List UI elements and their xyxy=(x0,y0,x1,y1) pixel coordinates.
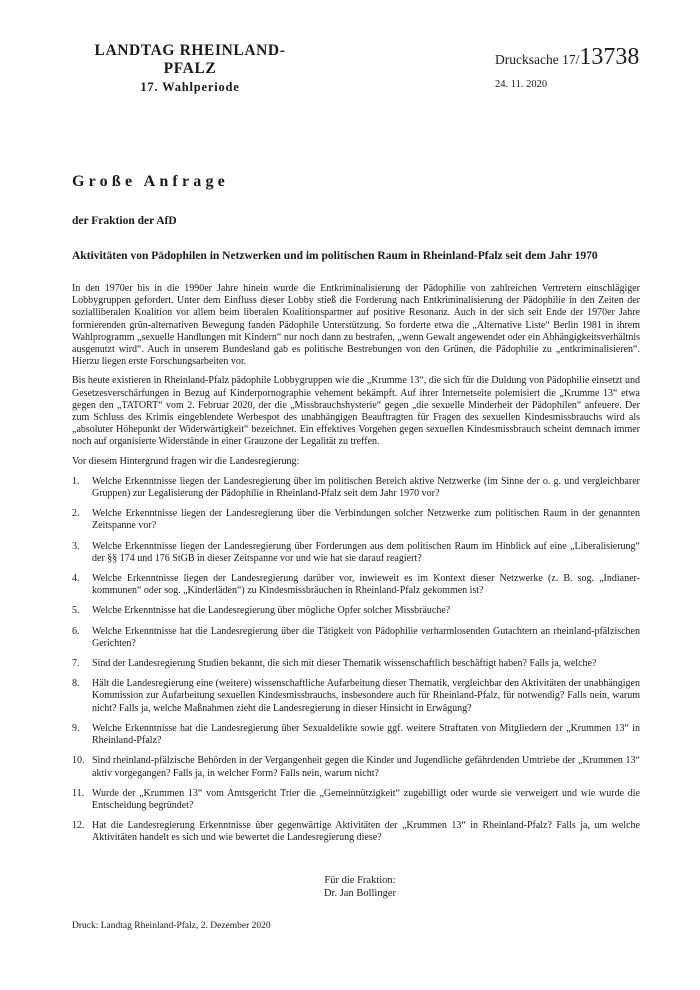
question-text: Welche Erkenntnisse liegen der Landesregierung über Forderungen aus dem politischen Raum im Hinblick auf eine „Liberalisierung“ der §§ 174 und 176 StGB in dieser Zeitspanne vor und wie hat sie darauf reagiert? xyxy=(92,540,640,564)
question-number: 8. xyxy=(72,678,80,690)
question-number: 1. xyxy=(72,475,80,487)
question-item xyxy=(72,508,640,532)
document-body xyxy=(72,283,640,853)
question-item xyxy=(72,723,640,747)
question-number: 6. xyxy=(72,625,80,637)
question-item xyxy=(72,820,640,844)
signature-name: Dr. Jan Bollinger xyxy=(323,888,397,899)
question-number: 10. xyxy=(72,755,85,767)
question-text: Welche Erkenntnisse liegen der Landesregierung über die Verbindungen solcher Netzwerke zum politischen Raum in der genannten Zeitspanne vor? xyxy=(92,508,640,532)
paragraph: Bis heute existieren in Rheinland-Pfalz pädophile Lobbygruppen wie die „Krumme 13“, die sich für die Duldung von Pädophilie einsetzt und Gesetzesverschärfungen in Bezug auf Kinderpornographie vehement bekämpft. Auf ihrer Internetseite polemisiert die „Krumme 13“ etwa gegen den „TATORT“ vom 2. Februar 2020, der die „Missbrauchshysterie“ gegen „die sexuelle Minderheit der Pädophilen“ anfeuere. Der zum Schluss des Krimis eingeblendete Werbespot des unabhängigen Beauftragten für Fragen des sexuellen Kindesmissbrauchs wird als „absoluter Höhepunkt der Widerwärtigkeit“ bezeichnet. Ein effektives Vorgehen gegen sexuellen Kindesmissbrauch scheint demnach immer noch auf organisierte Widerstände in einer Grauzone der Legalität zu treffen. xyxy=(72,375,640,448)
drucksache-block xyxy=(495,44,639,90)
question-item xyxy=(72,678,640,715)
question-item xyxy=(72,476,640,500)
question-number: 4. xyxy=(72,573,80,585)
document-type: Große Anfrage xyxy=(72,173,229,190)
question-number: 5. xyxy=(72,605,80,617)
question-number: 9. xyxy=(72,722,80,734)
question-number: 2. xyxy=(72,508,80,520)
question-text: Hat die Landesregierung Erkenntnisse über gegenwärtige Aktivitäten der „Krummen 13“ in Rheinland-Pfalz? Falls ja, um welche Aktivitäten handelt es sich und wie bewertet die Landesregierung diese? xyxy=(92,820,640,844)
question-item xyxy=(72,573,640,597)
question-text: Sind rheinland-pfälzische Behörden in der Vergangenheit gegen die Kinder und Jugendliche gefährdenden Umtriebe der „Krummen 13“ aktiv vorgegangen? Falls ja, in welcher Form? Falls nein, warum nicht? xyxy=(92,755,640,779)
question-text: Welche Erkenntnisse hat die Landesregierung über mögliche Opfer solcher Missbräuche? xyxy=(92,605,451,617)
question-number: 12. xyxy=(72,820,85,832)
question-number: 3. xyxy=(72,540,80,552)
drucksache-label: Drucksache 17/ xyxy=(495,52,580,67)
subject-heading: Aktivitäten von Pädophilen in Netzwerken und im politischen Raum in Rheinland-Pfalz seit dem Jahr 1970 xyxy=(72,250,598,262)
question-item xyxy=(72,541,640,565)
question-intro: Vor diesem Hintergrund fragen wir die Landesregierung: xyxy=(72,455,300,467)
question-number: 7. xyxy=(72,658,80,670)
question-text: Sind der Landesregierung Studien bekannt, die sich mit dieser Thematik wissenschaftlich beschäftigt haben? Falls ja, welche? xyxy=(92,658,597,670)
question-text: Hält die Landesregierung eine (weitere) wissenschaftliche Aufarbeitung dieser Thematik, vergleichbar den Aktivitäten der unabhängigen Kommission zur Aufarbeitung sexuellen Kindesmissbrauchs, insbesondere auch für Rheinland-Pfalz, für notwendig? Falls nein, warum nicht? Falls ja, welche Maßnahmen zieht die Landesregierung in dieser Hinsicht in Erwägung? xyxy=(92,678,640,714)
drucksache-line xyxy=(495,44,639,73)
parliament-name: LANDTAG RHEINLAND-PFALZ xyxy=(94,42,286,77)
question-item xyxy=(72,658,640,670)
question-item xyxy=(72,626,640,650)
faction: der Fraktion der AfD xyxy=(72,215,177,227)
question-text: Welche Erkenntnisse liegen der Landesregierung über im politischen Bereich aktive Netzwerke (im Sinne der o. g. und vergleichbarer Gruppen) zur Legalisierung der Pädophilie in Rheinland-Pfalz seit dem Jahr 1970 vor? xyxy=(92,475,640,500)
question-number: 11. xyxy=(72,787,85,799)
print-footer: Druck: Landtag Rheinland-Pfalz, 2. Dezember 2020 xyxy=(72,921,271,931)
document-date: 24. 11. 2020 xyxy=(495,79,548,90)
signature-block xyxy=(310,874,410,900)
question-item xyxy=(72,788,640,812)
masthead xyxy=(70,42,310,95)
question-item xyxy=(72,755,640,779)
drucksache-number: 13738 xyxy=(579,44,640,70)
paragraph: In den 1970er bis in die 1990er Jahre hinein wurde die Entkriminalisierung der Pädophilie von zahlreichen Vertretern einschlägiger Lobbygruppen gefordert. Unter dem Einfluss dieser Lobby stieß die Forderung nach Entkriminalisierung der Pädophilie in den Zeiten der sozialliberalen Koalition vor allem beim liberalen Koalitionspartner auf positive Resonanz. Auch in der sich seit Ende der 1970er Jahre formierenden grün-alternativen Bewegung fanden Pädophile Unterstützung. So forderte etwa die „Alternative Liste“ Berlin 1981 in ihrem Wahlprogramm „sexuelle Handlungen mit Kindern“ nur noch dann zu bestrafen, „wenn Gewalt angewendet oder ein Abhängigkeitsverhältnis ausgenutzt wird“. Auch in unserem Bundesland gab es politische Bestrebungen von den Grünen, die Pädophilie zu „entkriminalisieren“. Hierzu liegen erste Forschungsarbeiten vor. xyxy=(72,283,640,368)
question-text: Welche Erkenntnisse hat die Landesregierung über Sexualdelikte sowie ggf. weitere Straftaten von Mitgliedern der „Krummen 13“ in Rheinland-Pfalz? xyxy=(92,722,640,747)
question-text: Welche Erkenntnisse hat die Landesregierung über die Tätigkeit von Pädophilie verharmlosenden Gutachtern an rheinland-pfälzischen Gerichten? xyxy=(92,625,640,649)
question-text: Wurde der „Krummen 13“ vom Amtsgericht Trier die „Gemeinnützigkeit“ zugebilligt oder wurde sie verweigert und wie wurde die Entscheidung begründet? xyxy=(92,787,640,811)
question-list xyxy=(72,476,640,845)
legislative-period: 17. Wahlperiode xyxy=(140,80,240,94)
question-item xyxy=(72,605,640,617)
question-text: Welche Erkenntnisse liegen der Landesregierung darüber vor, inwieweit es im Kontext dieser Netzwerke (z. B. sog. „Indianer-kommunen“ oder sog. „Kinderläden“) zu Kindesmissbräuchen in Rheinland-Pfalz gekommen ist? xyxy=(92,573,640,597)
signature-label: Für die Fraktion: xyxy=(324,875,396,886)
